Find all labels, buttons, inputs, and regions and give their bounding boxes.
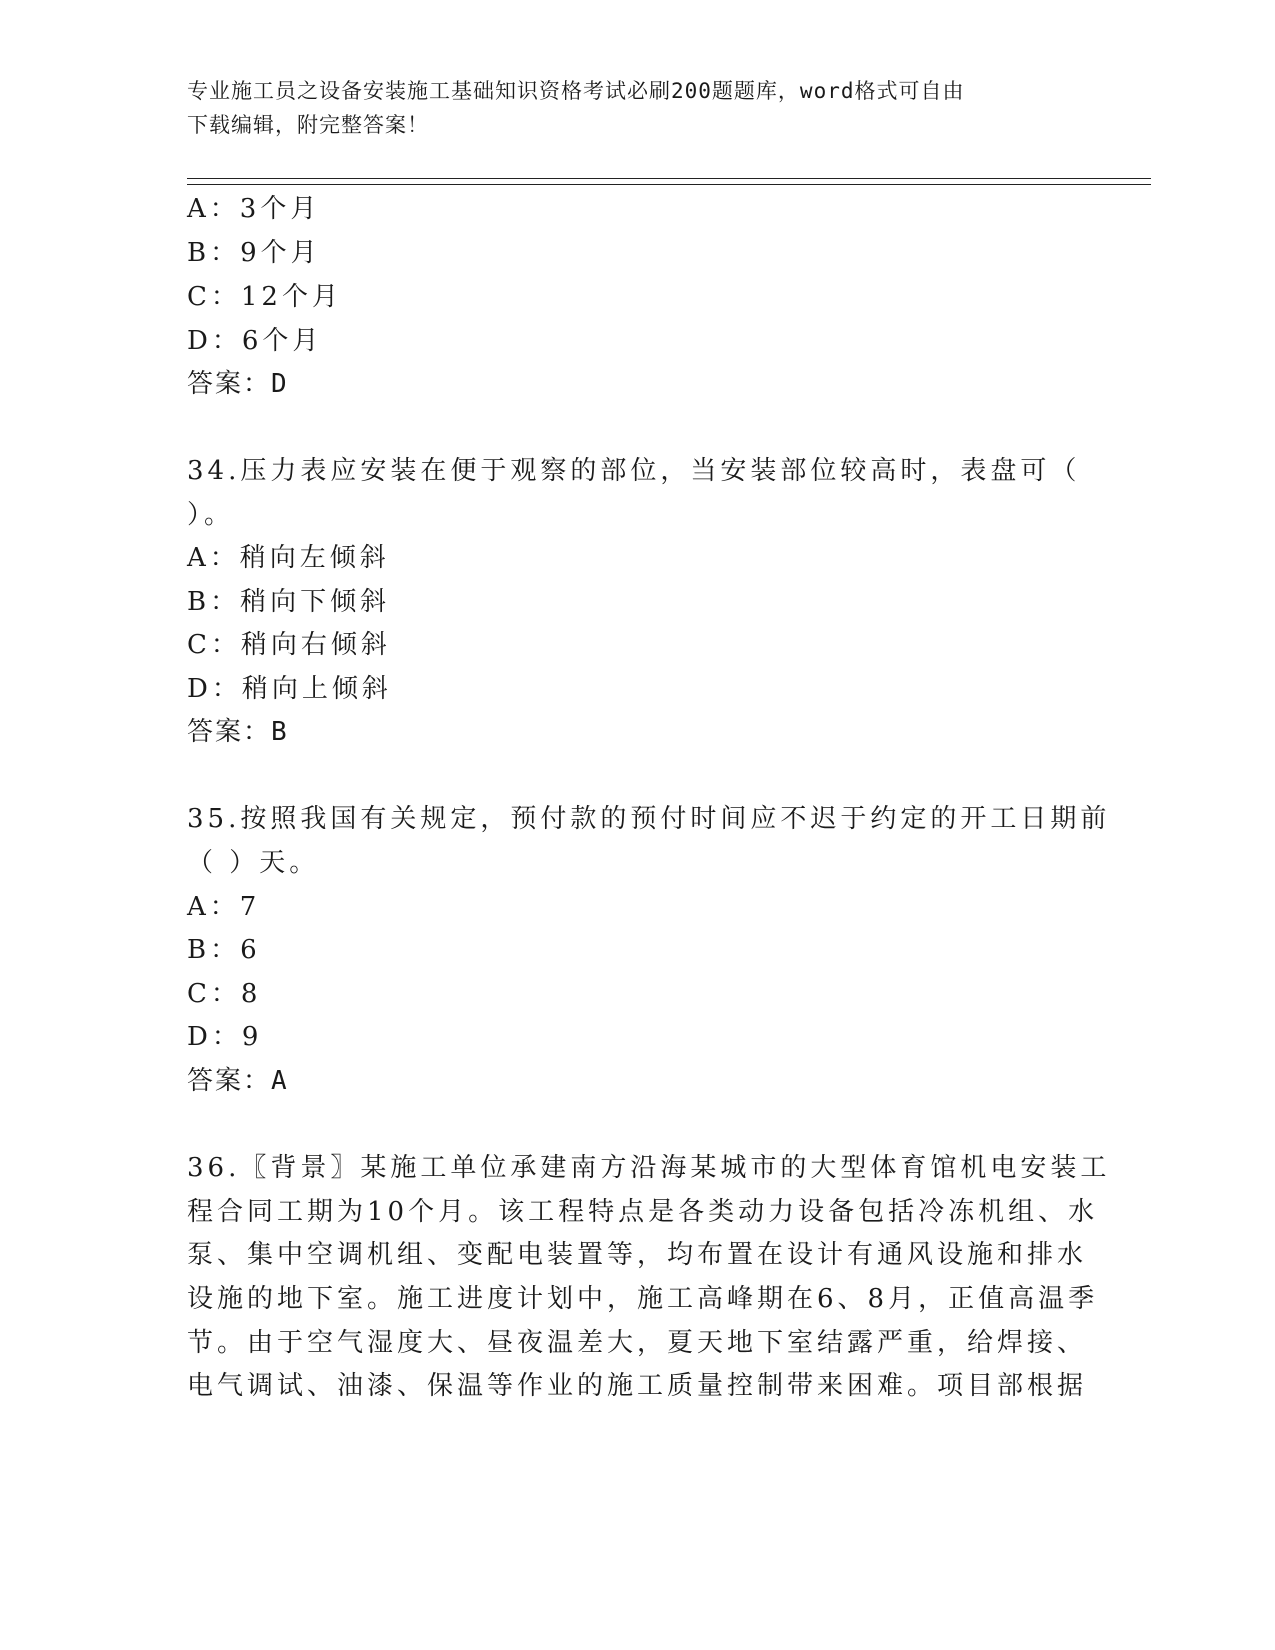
header-line-2: 下载编辑，附完整答案！ [187,113,429,137]
option-c: C：稍向右倾斜 [187,630,391,660]
question-text-line-2: ）。 [187,500,235,530]
answer: 答案：A [187,1066,289,1096]
option-a: A：3个月 [187,194,321,224]
option-b: B：6 [187,935,261,965]
option-a: A：7 [187,892,261,922]
question-text-line-1: 36.〖背景〗某施工单位承建南方沿海某城市的大型体育馆机电安装工 [187,1153,1111,1183]
header-divider-top [187,178,1151,179]
question-text-line-3: 泵、集中空调机组、变配电装置等，均布置在设计有通风设施和排水 [187,1240,1088,1270]
answer: 答案：B [187,717,289,747]
question-text-line-6: 电气调试、油漆、保温等作业的施工质量控制带来困难。项目部根据 [187,1371,1088,1401]
question-text-line-5: 节。由于空气湿度大、昼夜温差大，夏天地下室结露严重，给焊接、 [187,1328,1088,1358]
header-line-1: 专业施工员之设备安装施工基础知识资格考试必刷200题题库，word格式可自由 [187,79,965,103]
option-d: D：稍向上倾斜 [187,674,392,704]
option-a: A：稍向左倾斜 [187,543,390,573]
option-c: C：12个月 [187,282,342,312]
question-text-line-2: 程合同工期为10个月。该工程特点是各类动力设备包括冷冻机组、水 [187,1197,1099,1227]
option-b: B：稍向下倾斜 [187,587,391,617]
answer: 答案：D [187,369,289,399]
question-text-line-2: （ ）天。 [187,848,320,878]
option-d: D：9 [187,1022,263,1052]
option-b: B：9个月 [187,238,321,268]
question-text-line-1: 34.压力表应安装在便于观察的部位，当安装部位较高时，表盘可（ [187,456,1081,486]
option-d: D：6个月 [187,326,323,356]
option-c: C：8 [187,979,262,1009]
question-text-line-1: 35.按照我国有关规定，预付款的预付时间应不迟于约定的开工日期前 [187,804,1111,834]
header-divider-bottom [187,184,1151,185]
question-text-line-4: 设施的地下室。施工进度计划中，施工高峰期在6、8月，正值高温季 [187,1284,1099,1314]
document-header [187,74,1087,142]
